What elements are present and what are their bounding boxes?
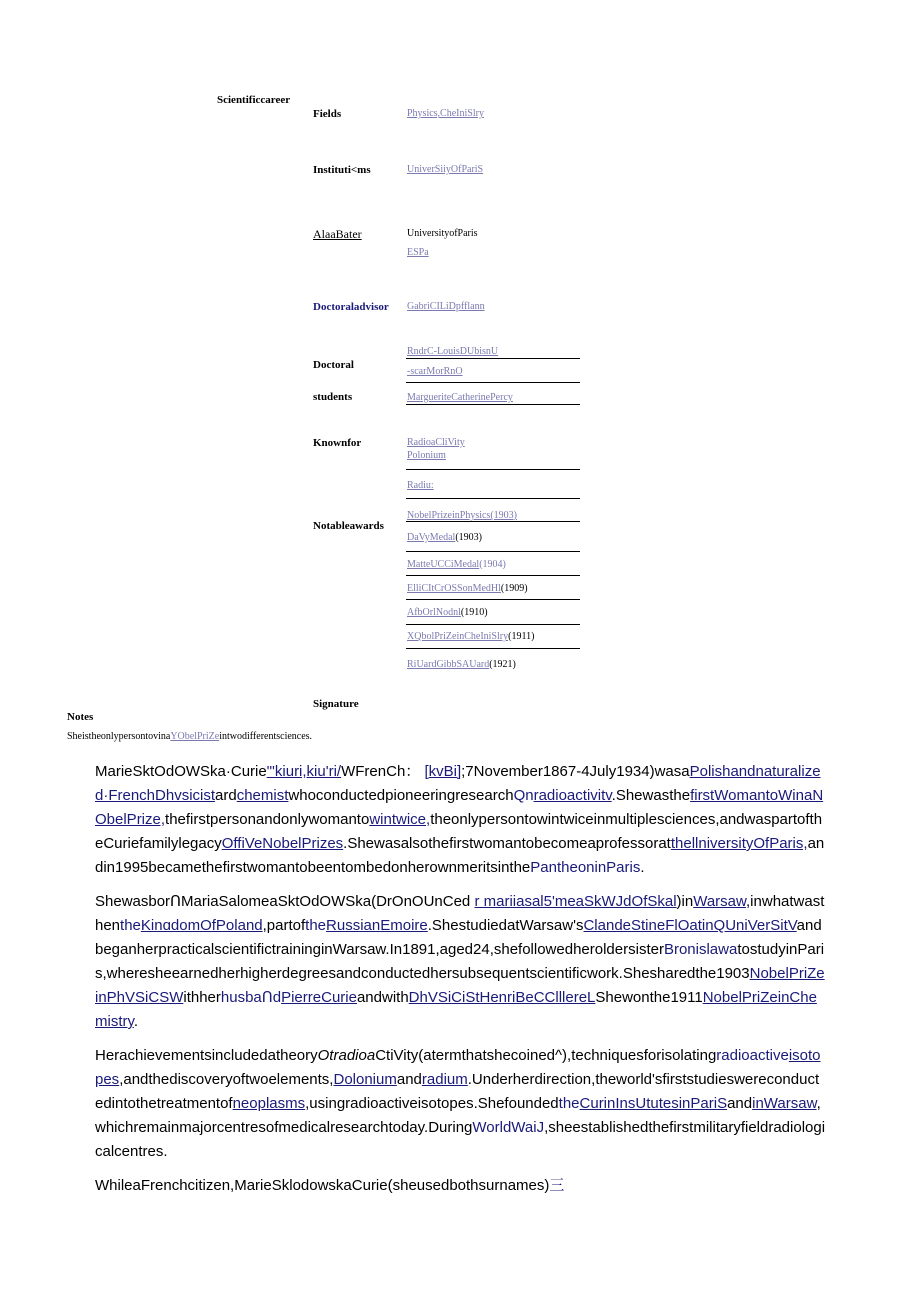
article-text: Herachievementsincludedatheory bbox=[95, 1047, 318, 1064]
doctoral-students-label: Doctoral bbox=[313, 359, 354, 371]
article-link[interactable]: RussianEmoire bbox=[326, 917, 428, 934]
article-link[interactable]: chemist bbox=[236, 787, 289, 804]
article-link[interactable]: Dolonium bbox=[333, 1071, 397, 1088]
article-text: radioactive bbox=[716, 1047, 789, 1064]
article-link[interactable]: neoplasms bbox=[232, 1095, 306, 1112]
notable-awards-label: Notableawards bbox=[313, 520, 384, 532]
divider bbox=[406, 404, 580, 405]
article-text: thatshecoined^),techniquesforisolating bbox=[461, 1047, 717, 1064]
article-link[interactable]: DhVSiCiStHenriBeCClllereL bbox=[408, 989, 596, 1006]
article-text: ,usingradioactiveisotopes.Shefounded bbox=[305, 1095, 559, 1112]
article-link[interactable]: Warsaw bbox=[693, 893, 747, 910]
doctoral-student-link-2[interactable]: -scarMorRnO bbox=[407, 366, 463, 377]
article-text: Shewonthe1911 bbox=[595, 989, 703, 1006]
article-text: . bbox=[133, 1013, 139, 1030]
divider bbox=[406, 521, 580, 522]
award-link[interactable]: ElliCItCrOSSonMedHl bbox=[407, 583, 501, 594]
article-text: andbeganherpracticalscientifictraininginWarsaw.In1891,aged24,shefollowedheroldersister bbox=[95, 917, 822, 958]
alma-mater-label-link[interactable]: AlaaBater bbox=[313, 227, 362, 241]
article-text: 三 bbox=[549, 1177, 565, 1194]
article-text: ;7November1867-4July1934)wasa bbox=[461, 763, 690, 780]
paragraph bbox=[95, 1044, 827, 1164]
divider bbox=[406, 358, 580, 359]
article-link[interactable]: "'kiuri,kiu'ri/ bbox=[266, 763, 342, 780]
award-year: (1921) bbox=[489, 659, 516, 670]
article-text: )in bbox=[676, 893, 694, 910]
article-link[interactable]: NobelPriZeinChemistry bbox=[95, 989, 817, 1030]
alma-mater-value-link[interactable]: ESPa bbox=[407, 247, 429, 258]
article-text: .ShestudiedatWarsaw's bbox=[427, 917, 584, 934]
fields-label: Fields bbox=[313, 108, 342, 120]
divider bbox=[406, 624, 580, 625]
known-for-link-1[interactable]: RadioaCliVity bbox=[407, 437, 465, 448]
article-link[interactable]: [kvBi] bbox=[424, 763, 462, 780]
award-item bbox=[407, 631, 534, 642]
divider bbox=[406, 469, 580, 470]
article-text: the bbox=[120, 917, 141, 934]
article-link[interactable]: firstWomantoWinaNObelPrize, bbox=[95, 787, 824, 828]
article-text: CtiVity(aterm bbox=[375, 1047, 462, 1064]
divider bbox=[406, 498, 580, 499]
award-item bbox=[407, 583, 528, 594]
article-link[interactable]: PierreCurie bbox=[281, 989, 357, 1006]
award-year: (1904) bbox=[479, 559, 506, 570]
article-text: .Shewasthe bbox=[611, 787, 691, 804]
article-link[interactable]: ClandeStineFlOatinQUniVerSitV bbox=[583, 917, 797, 934]
doctoral-student-link-3[interactable]: MargueriteCatherinePercy bbox=[407, 392, 513, 403]
notes-heading: Notes bbox=[67, 711, 94, 723]
paragraph bbox=[95, 760, 827, 880]
article-text: WhileaFrenchcitizen,MarieSklodowskaCurie(sheusedbothsurnames) bbox=[95, 1177, 550, 1194]
fields-value-link[interactable]: Physics,CheIniSlry bbox=[407, 108, 484, 119]
article-text: the bbox=[558, 1095, 580, 1112]
article-link[interactable]: isotopes bbox=[95, 1047, 821, 1088]
article-italic: Otradioa bbox=[317, 1047, 376, 1064]
award-year: (1909) bbox=[500, 583, 528, 594]
award-link[interactable]: DaVyMedal bbox=[407, 532, 456, 543]
article-text: PantheoninParis bbox=[530, 859, 641, 876]
article-text: ,whichremainmajorcentresofmedicalresearchtoday.During bbox=[95, 1095, 821, 1136]
article-text: . bbox=[640, 859, 645, 876]
article-text: andwith bbox=[356, 989, 409, 1006]
article-link[interactable]: OffiVeNobelPrizes bbox=[221, 835, 344, 852]
award-item bbox=[407, 559, 506, 570]
divider bbox=[406, 648, 580, 649]
award-link[interactable]: NobelPrizeinPhysics(1903) bbox=[407, 510, 517, 521]
article-text: Bronislawa bbox=[663, 941, 738, 958]
award-item bbox=[407, 607, 488, 618]
article-link[interactable]: thellniversityOfParis, bbox=[670, 835, 808, 852]
paragraph bbox=[95, 890, 827, 1034]
paragraph bbox=[95, 1174, 827, 1198]
article-text: ithher bbox=[183, 989, 221, 1006]
notes-text bbox=[67, 731, 312, 742]
divider bbox=[406, 382, 580, 383]
award-year: (1911) bbox=[508, 631, 535, 642]
award-item bbox=[407, 532, 482, 543]
article-text: andin1995becamethefirstwomantobeentombedonherownmeritsinthe bbox=[95, 835, 825, 876]
award-link[interactable]: RiUardGibbSAUard bbox=[407, 659, 490, 670]
doctoral-advisor-link[interactable]: GabriCILiDpfflann bbox=[407, 301, 485, 312]
article-text: ShewasborՈMariaSalomeaSktOdOWSka(DrOnOUnCed bbox=[95, 893, 475, 910]
article-link[interactable]: CurinInsUtutesinPariS bbox=[579, 1095, 728, 1112]
article-text: tostudyinParis,wheresheearnedherhigherdegreesandconductedhersubsequentscientificwork.Shesharedthe1903 bbox=[95, 941, 825, 982]
article-text: .Underherdirection,theworld'sfirststudieswereconductedintothetreatmentof bbox=[95, 1071, 820, 1112]
doctoral-advisor-label: Doctoraladvisor bbox=[313, 301, 389, 313]
known-for-label: Knownfor bbox=[313, 437, 362, 449]
article-link[interactable]: radium bbox=[421, 1071, 468, 1088]
award-year: (1910) bbox=[460, 607, 488, 618]
article-link[interactable]: inWarsaw bbox=[752, 1095, 817, 1112]
divider bbox=[406, 599, 580, 600]
notes-text-after: intwodifferentsciences. bbox=[219, 731, 313, 742]
infobox-heading: Scientificcareer bbox=[217, 94, 291, 106]
article-text: whoconductedpioneeringresearch bbox=[288, 787, 514, 804]
article-body bbox=[95, 760, 827, 1208]
article-text: the bbox=[305, 917, 327, 934]
article-text: WFrenCh： bbox=[341, 763, 425, 780]
award-link[interactable]: MatteUCCiMedal bbox=[407, 559, 480, 570]
award-item bbox=[407, 510, 517, 521]
article-text: husbaՈd bbox=[220, 989, 282, 1006]
article-text: ,sheestablishedthefirstmilitaryfieldradiologicalcentres. bbox=[95, 1119, 826, 1160]
article-text: thefirstpersonandonlywomanto bbox=[165, 811, 370, 828]
article-text: theonlypersontowintwiceinmultiplesciences,andwaspartoftheCuriefamilylegacy bbox=[95, 811, 823, 852]
article-text: ,andthediscoveryoftwoelements, bbox=[119, 1071, 334, 1088]
article-link[interactable]: radioactivitv bbox=[533, 787, 612, 804]
article-text: .Shewasalsothefirstwomantobecomeaprofessorat bbox=[343, 835, 671, 852]
award-item bbox=[407, 659, 516, 670]
award-link[interactable]: AfbOrlNodnl bbox=[407, 607, 461, 618]
known-for-link-3[interactable]: Radiu: bbox=[407, 480, 434, 491]
article-text: WorldWaiJ bbox=[472, 1119, 545, 1136]
article-text: ard bbox=[215, 787, 237, 804]
signature-label: Signature bbox=[313, 698, 359, 710]
article-text: and bbox=[396, 1071, 422, 1088]
divider bbox=[406, 575, 580, 576]
article-link[interactable]: Polishandnaturalized·FrenchDhvsicist bbox=[95, 763, 821, 804]
notes-text-before: Sheistheonlypersontovina bbox=[67, 731, 171, 742]
article-text: ,partof bbox=[262, 917, 306, 934]
article-text: MarieSktOdOWSka·Curie bbox=[95, 763, 267, 780]
article-link[interactable]: r mariiasal5'meaSkWJdOfSkal bbox=[474, 893, 677, 910]
article-text: Qn bbox=[513, 787, 534, 804]
article-link[interactable]: wintwice, bbox=[369, 811, 431, 828]
article-text: and bbox=[727, 1095, 753, 1112]
alma-mater-value: UniversityofParis bbox=[407, 228, 478, 239]
institutions-label: Instituti<ms bbox=[313, 164, 371, 176]
award-link[interactable]: XQbolPriZeinCheIniSlry bbox=[407, 631, 509, 642]
article-link[interactable]: NobelPriZeinPhVSiCSW bbox=[95, 965, 825, 1006]
article-text: ,inwhatwasthen bbox=[95, 893, 825, 934]
notes-nobel-link[interactable]: YObelPriZe bbox=[170, 731, 220, 742]
award-year: (1903) bbox=[455, 532, 482, 543]
institutions-value-link[interactable]: UniverSiiyOfPariS bbox=[407, 164, 484, 175]
article-link[interactable]: KinɑdomOfPoland bbox=[140, 917, 263, 934]
doctoral-student-link-1[interactable]: RndrC-LouisDUbisnU bbox=[407, 346, 499, 357]
doctoral-students-label-2: students bbox=[313, 391, 353, 403]
divider bbox=[406, 551, 580, 552]
known-for-link-2[interactable]: Polonium bbox=[407, 450, 446, 461]
